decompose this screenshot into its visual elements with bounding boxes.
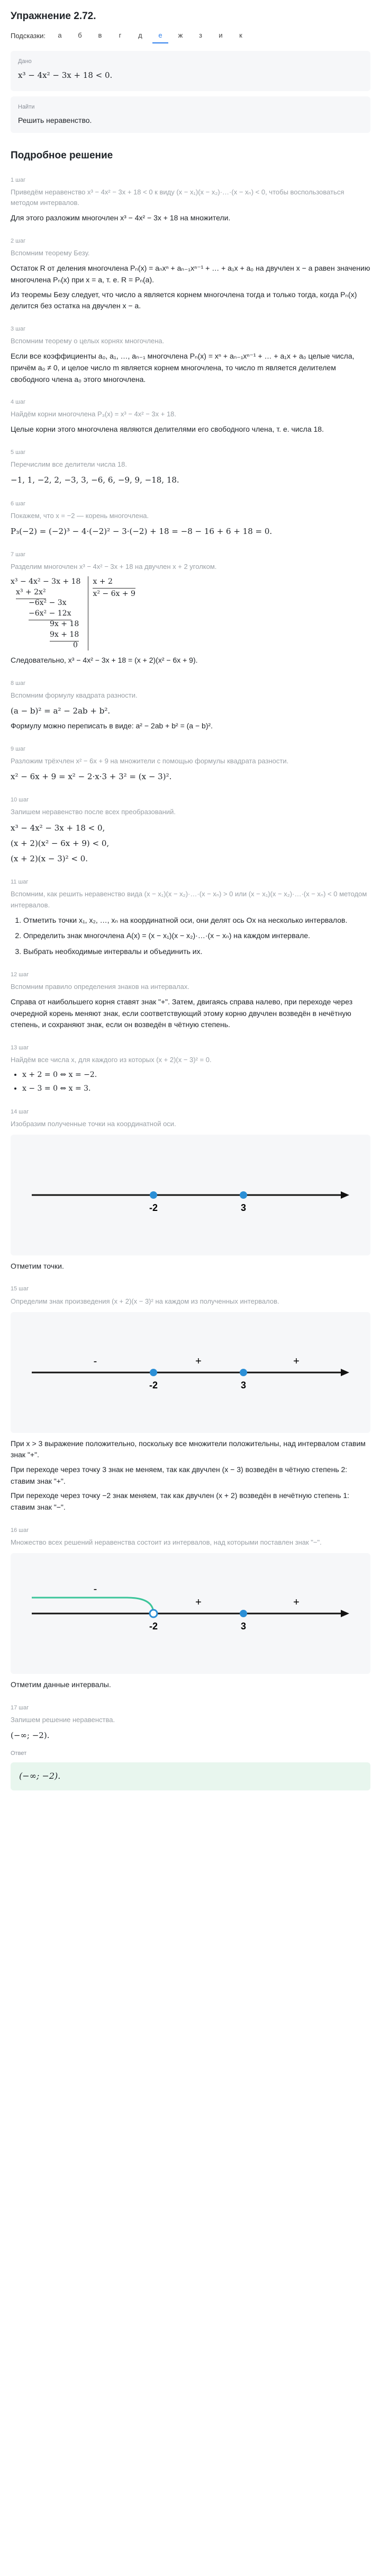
division-line: x³ − 4x² − 3x + 18 xyxy=(11,577,81,586)
step-text: Целые корни этого многочлена являются делителями его свободного члена, т. е. числа 18. xyxy=(11,425,324,434)
given-label: Дано xyxy=(18,58,32,65)
hint-tab-b[interactable]: б xyxy=(78,31,82,40)
axis-arrow-icon xyxy=(341,1191,349,1199)
point-label: -2 xyxy=(149,1202,158,1213)
divisors-list: −1, 1, −2, 2, −3, 3, −6, 6, −9, 9, −18, 18. xyxy=(11,475,179,485)
step-hint: Разложим трёхчлен x² − 6x + 9 на множители с помощью формулы квадрата разности. xyxy=(11,757,289,765)
formula: (a − b)² = a² − 2ab + b². xyxy=(11,706,111,716)
find-label: Найти xyxy=(18,103,35,110)
step-7 xyxy=(11,545,370,666)
step-number: 5 шаг xyxy=(11,449,26,456)
step-hint: Вспомним формулу квадрата разности. xyxy=(11,691,138,699)
step-11 xyxy=(11,872,370,957)
step-number: 14 шаг xyxy=(11,1108,29,1115)
step-text: Отметим данные интервалы. xyxy=(11,1680,111,1689)
given-expression: x³ − 4x² − 3x + 18 < 0. xyxy=(18,70,113,80)
number-line-svg xyxy=(18,1142,363,1248)
hint-tab-g[interactable]: г xyxy=(119,31,122,40)
step-text: При x > 3 выражение положительно, поскольку все множители положительны, над интервалом ставим знак "+". xyxy=(11,1439,366,1459)
hint-tab-d[interactable]: д xyxy=(138,31,142,40)
step-hint: Разделим многочлен x³ − 4x² − 3x + 18 на двучлен x + 2 уголком. xyxy=(11,563,217,571)
hint-tab-a[interactable]: а xyxy=(58,31,62,40)
sign-label: - xyxy=(93,1583,97,1595)
list-item: • x + 2 = 0 ⇔ x = −2. xyxy=(22,1069,370,1081)
number-line-svg xyxy=(18,1320,363,1425)
hint-tab-zh[interactable]: ж xyxy=(178,31,183,40)
step-hint: Запишем решение неравенства. xyxy=(11,1715,115,1724)
step-hint: Приведём неравенство x³ − 4x² − 3x + 18 < 0 к виду (x − x₁)(x − x₂)·…·(x − xₙ) < 0, чтобы воспользоваться методом интервалов. xyxy=(11,188,344,207)
step-13 xyxy=(11,1038,370,1095)
point-3 xyxy=(240,1369,247,1376)
step-1 xyxy=(11,171,370,224)
step-text: При переходе через точку 3 знак не меняем, так как двучлен (x − 3) возведён в чётную степень 2: ставим знак "+". xyxy=(11,1465,348,1485)
step-hint: Вспомним правило определения знаков на интервалах. xyxy=(11,982,189,991)
point-label: 3 xyxy=(240,1202,247,1213)
step-number: 17 шаг xyxy=(11,1704,29,1711)
step-number: 9 шаг xyxy=(11,746,26,752)
hint-tab-i[interactable]: и xyxy=(219,31,223,40)
step-number: 11 шаг xyxy=(11,879,29,886)
step-hint: Множество всех решений неравенства состоит из интервалов, над которыми поставлен знак "−". xyxy=(11,1538,322,1546)
quotient: x² − 6x + 9 xyxy=(93,589,135,598)
step-6 xyxy=(11,494,370,538)
hint-tab-k[interactable]: к xyxy=(239,31,242,40)
step-hint: Определим знак произведения (x + 2)(x − 3)² на каждом из полученных интервалов. xyxy=(11,1297,279,1305)
step-hint: Вспомним теорему о целых корнях многочлена. xyxy=(11,337,165,345)
inequality-line: (x + 2)(x − 3)² < 0. xyxy=(11,854,88,864)
step-4 xyxy=(11,393,370,435)
step-number: 4 шаг xyxy=(11,399,26,406)
step-17 xyxy=(11,1698,370,1742)
step-number: 16 шаг xyxy=(11,1527,29,1534)
step-hint: Вспомним теорему Безу. xyxy=(11,249,90,257)
hint-tab-v[interactable]: в xyxy=(98,31,102,40)
point-3 xyxy=(240,1191,247,1199)
solution-title: Подробное решение xyxy=(11,149,113,161)
division-line: x³ + 2x² xyxy=(16,587,46,599)
step-text: Из теоремы Безу следует, что число a является корнем многочлена тогда и только тогда, когда Pₙ(x) делится без остатка на двучлен x − a. xyxy=(11,290,357,310)
point-label: 3 xyxy=(240,1620,247,1632)
step-14 xyxy=(11,1102,370,1272)
step-number: 6 шаг xyxy=(11,500,26,507)
step-number: 7 шаг xyxy=(11,551,26,558)
step-text: Отметим точки. xyxy=(11,1261,64,1270)
hints-bar xyxy=(11,29,370,43)
point-minus-2 xyxy=(150,1369,157,1376)
step-text: Справа от наибольшего корня ставят знак "+". Затем, двигаясь справа налево, при переходе через очередной корень меняют знак, если соответствующий этому корню двучлен возведён в нечётную степень, и сохраняют знак, если он возведён в чётную степень. xyxy=(11,997,353,1029)
inequality-line: (x + 2)(x² − 6x + 9) < 0, xyxy=(11,838,110,848)
point-label: -2 xyxy=(149,1620,158,1632)
division-line: 9x + 18 xyxy=(50,620,79,629)
find-text: Решить неравенство. xyxy=(18,115,92,124)
answer-card xyxy=(11,1762,370,1790)
solution-interval: (−∞; −2). xyxy=(11,1730,50,1740)
find-card xyxy=(11,96,370,133)
step-16 xyxy=(11,1521,370,1691)
list-item: 2. Определить знак многочлена A(x) = (x − x₁)(x − x₂)·…·(x − xₙ) на каждом интервале. xyxy=(23,930,370,942)
division-line: −6x² − 3x xyxy=(29,599,67,608)
point-3 xyxy=(240,1610,247,1617)
step-text: При переходе через точку −2 знак меняем, так как двучлен (x + 2) возведён в нечётную степень 1: ставим знак "−". xyxy=(11,1491,349,1512)
hint-tab-z[interactable]: з xyxy=(198,31,202,40)
root-check: P₃(−2) = (−2)³ − 4·(−2)² − 3·(−2) + 18 = −8 − 16 + 6 + 18 = 0. xyxy=(11,526,273,536)
axis-arrow-icon xyxy=(341,1610,349,1617)
divisor: x + 2 xyxy=(93,576,135,589)
inequality-line: x³ − 4x² − 3x + 18 < 0, xyxy=(11,823,105,833)
method-list xyxy=(23,915,370,958)
division-line: 9x + 18 xyxy=(50,629,79,641)
step-10 xyxy=(11,790,370,865)
step-number: 13 шаг xyxy=(11,1045,29,1051)
hints-label: Подсказки: xyxy=(11,32,46,40)
point-minus-2 xyxy=(150,1191,157,1199)
sign-label: + xyxy=(293,1355,300,1367)
step-number: 8 шаг xyxy=(11,680,26,687)
long-division xyxy=(11,576,370,650)
step-text: Формулу можно переписать в виде: a² − 2ab + b² = (a − b)². xyxy=(11,721,213,730)
step-number: 12 шаг xyxy=(11,971,29,978)
step-hint: Покажем, что x = −2 — корень многочлена. xyxy=(11,511,149,520)
given-card xyxy=(11,51,370,91)
sign-label: + xyxy=(195,1355,202,1367)
step-hint: Найдём все числа x, для каждого из которых (x + 2)(x − 3)² = 0. xyxy=(11,1056,212,1064)
hint-tab-e[interactable]: е xyxy=(152,29,168,43)
step-number: 2 шаг xyxy=(11,238,26,245)
step-number: 15 шаг xyxy=(11,1286,29,1293)
answer-label: Ответ xyxy=(11,1750,27,1757)
list-item: 3. Выбрать необходимые интервалы и объединить их. xyxy=(23,946,370,958)
step-hint: Изобразим полученные точки на координатной оси. xyxy=(11,1119,176,1128)
page-title: Упражнение 2.72. xyxy=(11,11,96,22)
step-text: Если все коэффициенты a₀, a₁, …, aₙ₋₁ многочлена Pₙ(x) = xⁿ + aₙ₋₁xⁿ⁻¹ + … + a₁x + a₀ целые числа, причём a₀ ≠ 0, и целое число m является корнем многочлена, то число m является делителем свободного члена a₀ этого многочлена. xyxy=(11,352,355,384)
formula: x² − 6x + 9 = x² − 2·x·3 + 3² = (x − 3)². xyxy=(11,772,172,782)
step-hint: Перечислим все делители числа 18. xyxy=(11,460,127,469)
step-8 xyxy=(11,674,370,732)
step-2 xyxy=(11,231,370,312)
step-hint: Найдём корни многочлена P₃(x) = x³ − 4x² − 3x + 18. xyxy=(11,410,177,418)
number-line-signs xyxy=(11,1312,370,1433)
step-number: 1 шаг xyxy=(11,177,26,184)
number-line-solution xyxy=(11,1553,370,1674)
division-line: −6x² − 12x xyxy=(29,608,71,620)
step-number: 3 шаг xyxy=(11,326,26,332)
solution-arc xyxy=(32,1598,153,1614)
step-12 xyxy=(11,965,370,1031)
step-hint: Запишем неравенство после всех преобразований. xyxy=(11,808,176,816)
step-hint: Вспомним, как решить неравенство вида (x − x₁)(x − x₂)·…·(x − xₙ) > 0 или (x − x₁)(x − x₂)·…·(x − xₙ) < 0 методом интервалов. xyxy=(11,890,367,909)
roots-list xyxy=(22,1069,370,1094)
division-line: 0 xyxy=(73,641,78,650)
sign-label: - xyxy=(93,1355,97,1367)
axis-arrow-icon xyxy=(341,1369,349,1376)
number-line-points xyxy=(11,1135,370,1255)
step-number: 10 шаг xyxy=(11,797,29,804)
point-label: 3 xyxy=(240,1379,247,1390)
division-divisor-column xyxy=(88,576,135,650)
answer-text: (−∞; −2). xyxy=(19,1771,61,1781)
step-5 xyxy=(11,443,370,486)
sign-label: + xyxy=(293,1596,300,1608)
list-item: • x − 3 = 0 ⇔ x = 3. xyxy=(22,1083,370,1095)
step-9 xyxy=(11,739,370,783)
step-text: Остаток R от деления многочлена Pₙ(x) = aₙxⁿ + aₙ₋₁xⁿ⁻¹ + … + a₁x + a₀ на двучлен x − a равен значению многочлена Pₙ(x) при x = a, т. е. R = Pₙ(a). xyxy=(11,264,370,284)
point-label: -2 xyxy=(149,1379,158,1390)
step-text: Для этого разложим многочлен x³ − 4x² − 3x + 18 на множители. xyxy=(11,213,231,222)
list-item: 1. Отметить точки x₁, x₂, …, xₙ на координатной оси, они делят ось Ox на несколько интервалов. xyxy=(23,915,370,926)
division-dividend-column xyxy=(11,576,88,650)
sign-label: + xyxy=(195,1596,202,1608)
step-15 xyxy=(11,1279,370,1513)
point-minus-2 xyxy=(150,1610,157,1617)
number-line-svg xyxy=(18,1561,363,1666)
step-text: Следовательно, x³ − 4x² − 3x + 18 = (x + 2)(x² − 6x + 9). xyxy=(11,656,198,665)
step-3 xyxy=(11,319,370,385)
